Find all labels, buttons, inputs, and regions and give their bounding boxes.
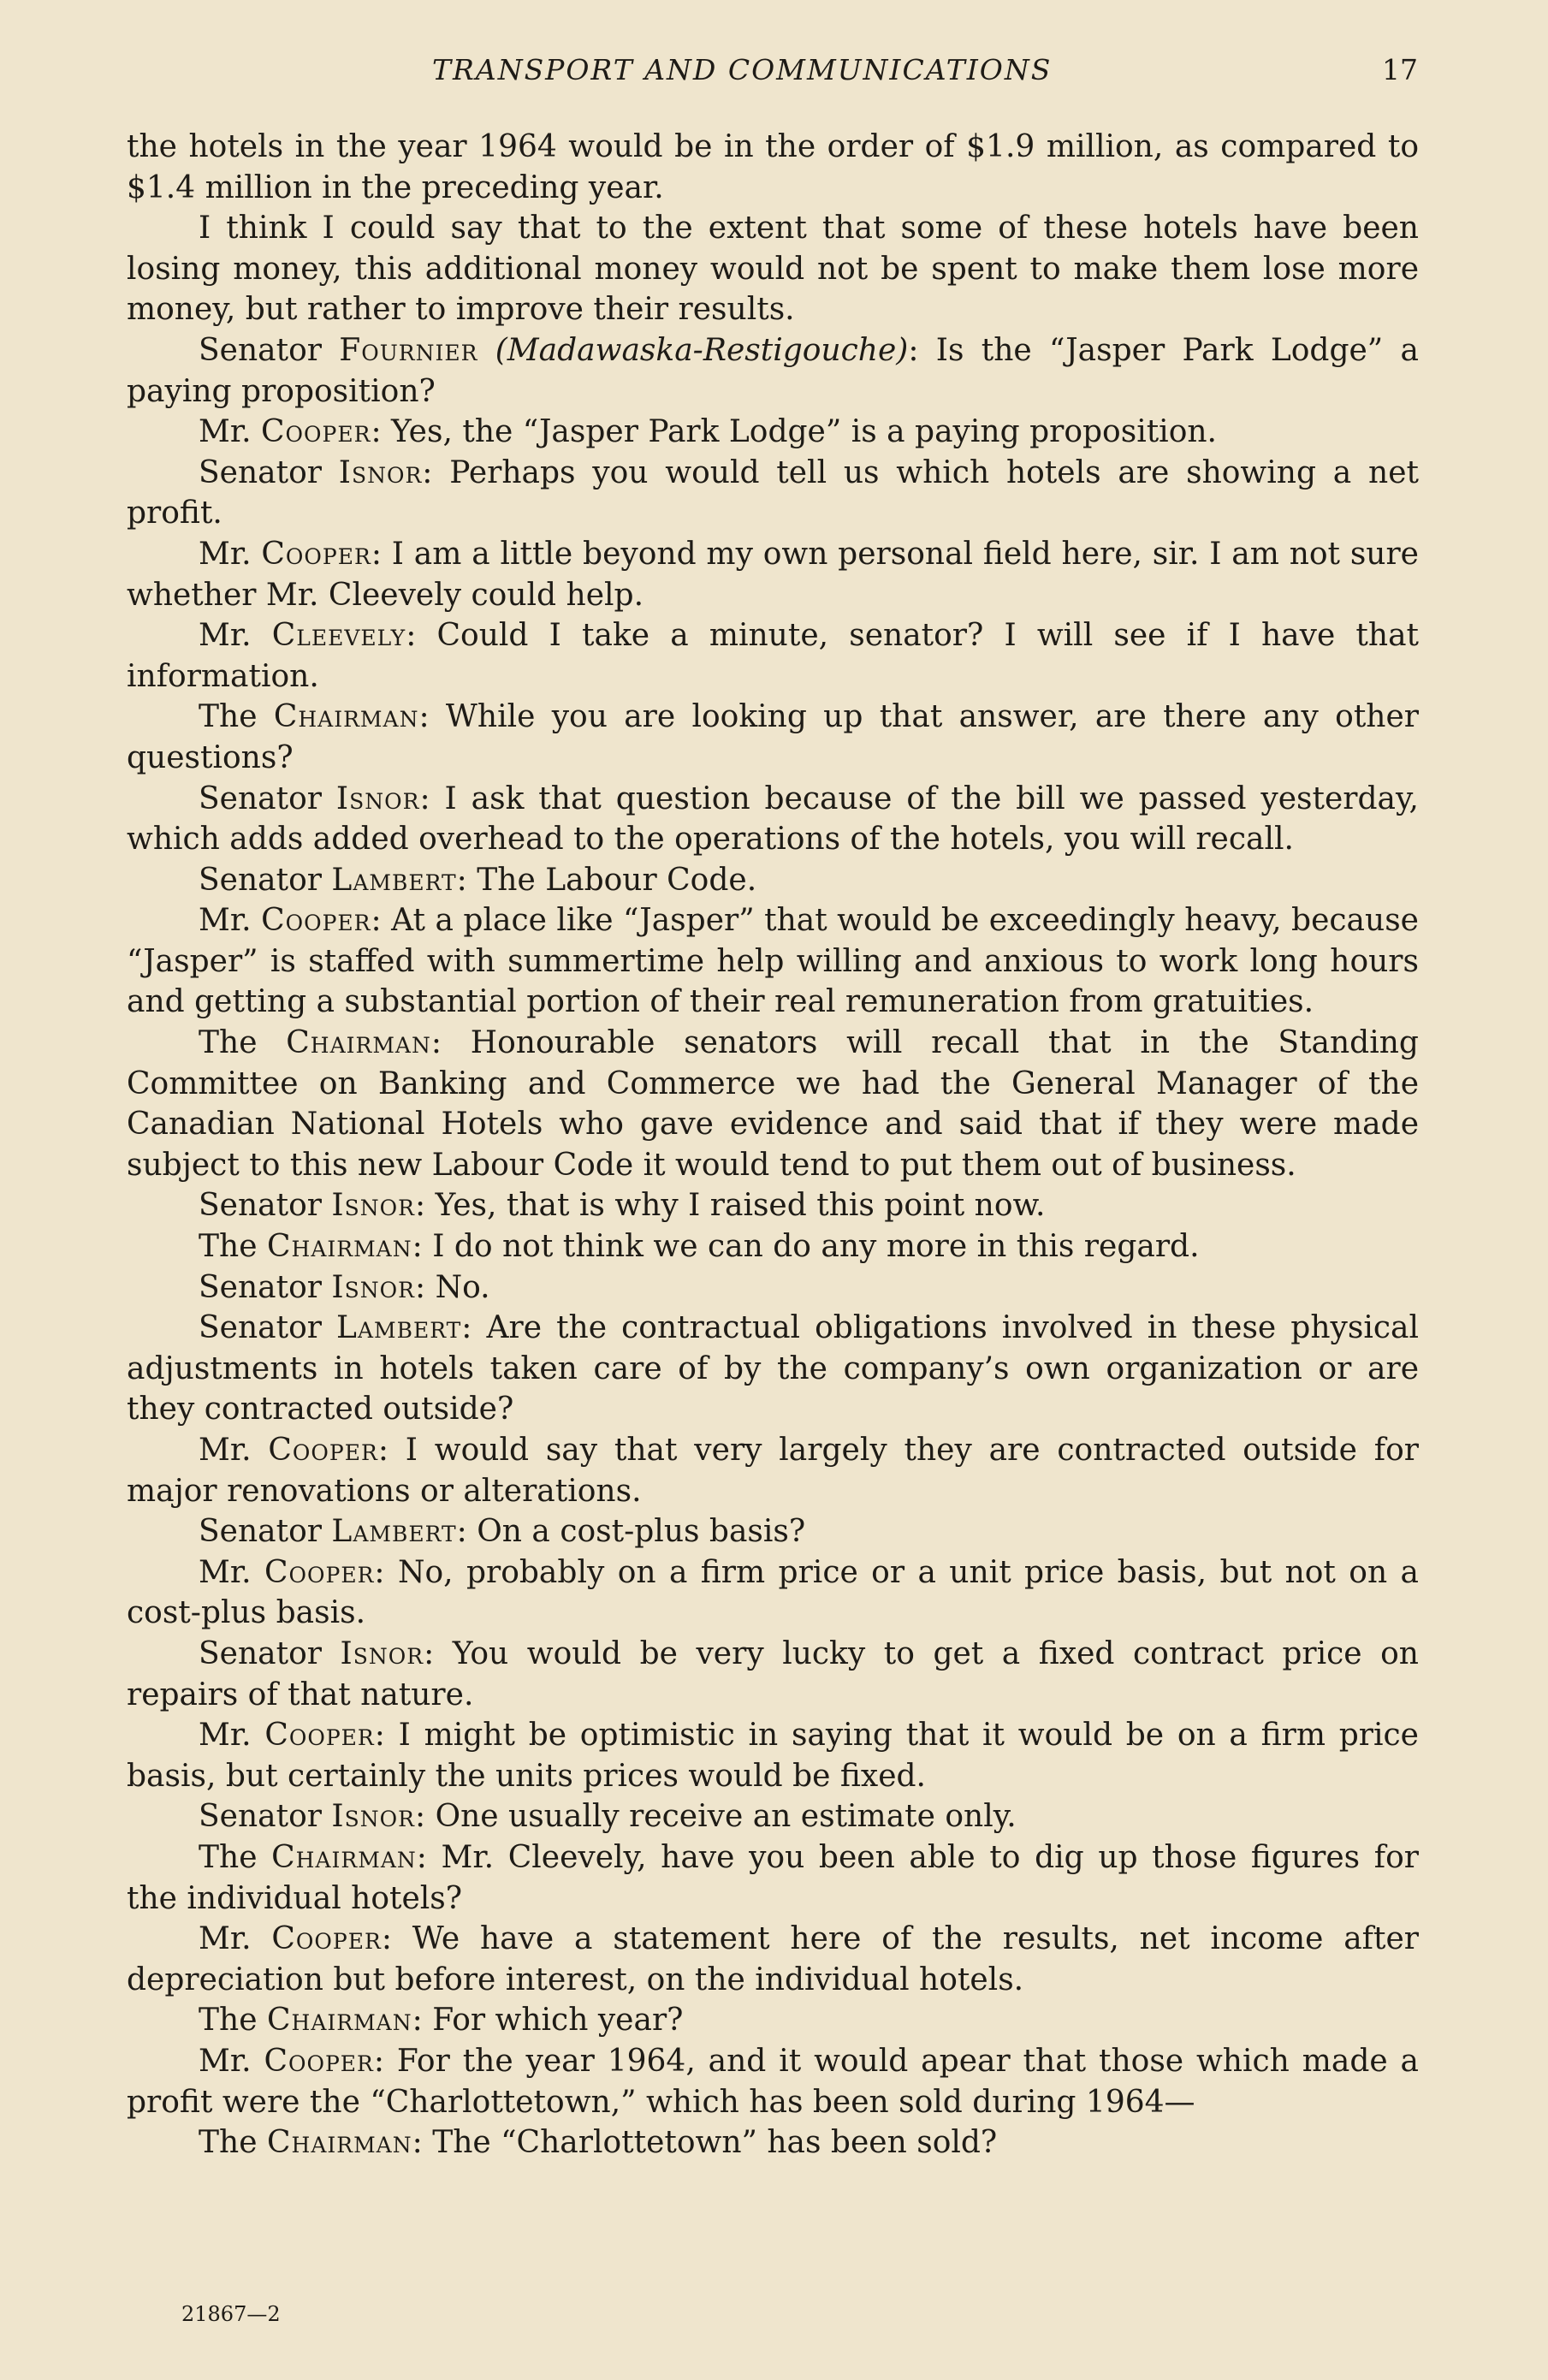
- speaker-separator: :: [412, 2125, 423, 2161]
- speaker-title: Senator: [199, 1799, 322, 1835]
- speaker-name: Lambert: [331, 1514, 457, 1550]
- paragraph-text: You would be very lucky to get a fixed contract price on repairs of that nature.: [127, 1635, 1419, 1712]
- speaker-title: Senator: [199, 1514, 322, 1550]
- speaker-separator: :: [371, 903, 382, 939]
- speaker-name: Lambert: [331, 862, 457, 898]
- speaker-name: Fournier: [339, 332, 478, 368]
- paragraph: [127, 2000, 1419, 2041]
- speaker-separator: :: [414, 1269, 426, 1305]
- speaker-name: Isnor: [335, 780, 420, 816]
- paragraph-text: For the year 1964, and it would apear that those which made a profit were the “Charlottetown,” which has been sold during 1964—: [127, 2043, 1420, 2120]
- speaker-separator: :: [406, 618, 417, 654]
- running-header: [0, 53, 1548, 104]
- speaker-name: Isnor: [331, 1188, 415, 1224]
- speaker-title: Senator: [199, 1635, 322, 1671]
- paragraph: [127, 1267, 1419, 1309]
- printer-signature: 21867—2: [181, 2302, 281, 2326]
- speaker-title: Mr.: [199, 618, 252, 654]
- speaker-title: Mr.: [199, 1554, 252, 1590]
- speaker-name: Isnor: [340, 1635, 424, 1671]
- running-title: TRANSPORT AND COMMUNICATIONS: [432, 53, 1053, 86]
- paragraph: [127, 1796, 1419, 1837]
- paragraph-text: I do not think we can do any more in this regard.: [432, 1229, 1200, 1265]
- paragraph-text: No, probably on a firm price or a unit price basis, but not on a cost-plus basis.: [127, 1554, 1420, 1631]
- speaker-separator: :: [381, 1921, 392, 1957]
- speaker-separator: :: [374, 1718, 385, 1754]
- paragraph-text: While you are looking up that answer, are there any other questions?: [127, 699, 1419, 775]
- paragraph-text: For which year?: [432, 2003, 684, 2039]
- speaker-separator: :: [456, 1514, 467, 1550]
- paragraph-text: Perhaps you would tell us which hotels are showing a net profit.: [127, 454, 1419, 531]
- speaker-name: Cooper: [264, 1718, 375, 1754]
- speaker-name: Chairman: [273, 699, 419, 735]
- paragraph-text: Mr. Cleevely, have you been able to dig up those figures for the individual hotels?: [127, 1839, 1419, 1916]
- speaker-title: The: [199, 1839, 258, 1875]
- speaker-separator: :: [424, 1635, 435, 1671]
- paragraph: [127, 1430, 1419, 1511]
- paragraph-text: Are the contractual obligations involved in these physical adjustments in hotels taken care of by the company’s own organization or are they contracted outside?: [127, 1310, 1420, 1427]
- paragraph-text: I ask that question because of the bill we passed yesterday, which adds added overhead to the operations of the hotels, you will recall.: [127, 780, 1419, 858]
- body-text: [127, 127, 1419, 2163]
- speaker-separator: :: [456, 862, 467, 898]
- paragraph-text: I am a little beyond my own personal field here, sir. I am not sure whether Mr. Cleevely could help.: [127, 536, 1419, 613]
- speaker-name: Cleevely: [271, 618, 406, 654]
- speaker-title: Mr.: [199, 1718, 252, 1754]
- speaker-title: Mr.: [199, 1921, 252, 1957]
- speaker-separator: :: [430, 1025, 442, 1061]
- speaker-name: Isnor: [338, 454, 423, 490]
- speaker-separator: :: [377, 1433, 388, 1468]
- speaker-name: Cooper: [264, 1554, 375, 1590]
- paragraph-text: No.: [435, 1269, 490, 1305]
- speaker-separator: :: [908, 332, 919, 368]
- speaker-separator: :: [374, 1554, 385, 1590]
- paragraph-text: Is the “Jasper Park Lodge” a paying proposition?: [127, 332, 1419, 409]
- paragraph: [127, 1023, 1419, 1185]
- paragraph: [127, 1837, 1419, 1919]
- speaker-title: Mr.: [199, 536, 252, 572]
- paragraph: [127, 127, 1419, 208]
- paragraph: [127, 412, 1419, 453]
- speaker-name: Isnor: [331, 1799, 415, 1835]
- paragraph: [127, 860, 1419, 901]
- page-number: 17: [1382, 53, 1418, 86]
- paragraph: [127, 2122, 1419, 2163]
- paragraph: [127, 900, 1419, 1023]
- speaker-separator: :: [373, 2043, 385, 2079]
- speaker-title: Senator: [199, 1269, 322, 1305]
- speaker-title: Senator: [199, 862, 322, 898]
- paragraph: [127, 1919, 1419, 2000]
- speaker-separator: :: [414, 1188, 426, 1224]
- paragraph-text: Yes, the “Jasper Park Lodge” is a paying proposition.: [391, 414, 1217, 450]
- speaker-name: Cooper: [261, 903, 371, 939]
- speaker-title: Senator: [199, 454, 322, 490]
- paragraph-text: Could I take a minute, senator? I will see if I have that information.: [127, 618, 1420, 694]
- speaker-separator: :: [419, 780, 430, 816]
- speaker-name: Chairman: [266, 2003, 412, 2039]
- speaker-name: Chairman: [271, 1839, 417, 1875]
- speaker-name: Lambert: [336, 1310, 462, 1346]
- paragraph: [127, 453, 1419, 534]
- paragraph: [127, 1511, 1419, 1552]
- speaker-separator: :: [418, 699, 430, 735]
- speaker-name: Chairman: [286, 1025, 431, 1061]
- speaker-separator: :: [412, 2003, 423, 2039]
- speaker-title: Mr.: [199, 903, 252, 939]
- paragraph-text: the hotels in the year 1964 would be in the order of $1.9 million, as compared to $1.4 million in the preceding year.: [127, 129, 1419, 205]
- speaker-title: The: [199, 2125, 258, 2161]
- paragraph: [127, 779, 1419, 860]
- speaker-name: Cooper: [261, 536, 371, 572]
- paragraph-text: I might be optimistic in saying that it would be on a firm price basis, but certainly the units prices would be fixed.: [127, 1718, 1419, 1794]
- speaker-riding: (Madawaska-Restigouche): [495, 332, 909, 368]
- paragraph: [127, 1552, 1419, 1634]
- paragraph: [127, 615, 1419, 697]
- paragraph: [127, 1226, 1419, 1267]
- speaker-separator: :: [461, 1310, 472, 1346]
- paragraph-text: We have a statement here of the results, net income after depreciation but before interest, on the individual hotels.: [127, 1921, 1419, 1997]
- paragraph: [127, 208, 1419, 330]
- paragraph: [127, 1308, 1419, 1430]
- speaker-title: Senator: [199, 780, 322, 816]
- speaker-title: Senator: [199, 1188, 322, 1224]
- paragraph-text: I would say that very largely they are contracted outside for major renovations or alterations.: [127, 1433, 1419, 1509]
- paragraph-text: One usually receive an estimate only.: [435, 1799, 1017, 1835]
- speaker-title: The: [199, 699, 258, 735]
- paragraph-text: I think I could say that to the extent that some of these hotels have been losing money, this additional money would not be spent to make them lose more money, but rather to improve their results.: [127, 211, 1419, 328]
- paragraph-text: The Labour Code.: [477, 862, 757, 898]
- speaker-name: Cooper: [268, 1433, 378, 1468]
- paragraph-text: The “Charlottetown” has been sold?: [432, 2125, 998, 2161]
- speaker-separator: :: [416, 1839, 427, 1875]
- speaker-name: Cooper: [264, 2043, 374, 2079]
- speaker-separator: :: [412, 1229, 423, 1265]
- paragraph: [127, 1634, 1419, 1715]
- speaker-title: Mr.: [199, 1433, 252, 1468]
- paragraph: [127, 1185, 1419, 1226]
- paragraph: [127, 697, 1419, 778]
- speaker-title: Senator: [199, 332, 322, 368]
- paragraph: [127, 1715, 1419, 1796]
- speaker-title: The: [199, 2003, 258, 2039]
- speaker-separator: :: [371, 414, 382, 450]
- paragraph: [127, 330, 1419, 412]
- paragraph-text: Yes, that is why I raised this point now.: [435, 1188, 1046, 1224]
- speaker-separator: :: [414, 1799, 426, 1835]
- speaker-separator: :: [422, 454, 433, 490]
- speaker-title: The: [199, 1229, 258, 1265]
- speaker-name: Isnor: [331, 1269, 415, 1305]
- paragraph: [127, 2041, 1419, 2122]
- speaker-title: Senator: [199, 1310, 322, 1346]
- paragraph-text: At a place like “Jasper” that would be exceedingly heavy, because “Jasper” is staffed with summertime help willing and anxious to work long hours and getting a substantial portion of their real remuneration from gratuities.: [127, 903, 1419, 1020]
- paragraph-text: Honourable senators will recall that in the Standing Committee on Banking and Commerce we had the General Manager of the Canadian National Hotels who gave evidence and said that if they were made subject to this new Labour Code it would tend to put them out of business.: [127, 1025, 1419, 1183]
- speaker-title: Mr.: [199, 2043, 252, 2079]
- paragraph: [127, 534, 1419, 615]
- speaker-separator: :: [371, 536, 382, 572]
- speaker-title: The: [199, 1025, 258, 1061]
- speaker-name: Cooper: [261, 414, 371, 450]
- speaker-name: Chairman: [266, 1229, 412, 1265]
- speaker-name: Chairman: [266, 2125, 412, 2161]
- speaker-title: Mr.: [199, 414, 252, 450]
- speaker-name: Cooper: [271, 1921, 382, 1957]
- paragraph-text: On a cost-plus basis?: [477, 1514, 806, 1550]
